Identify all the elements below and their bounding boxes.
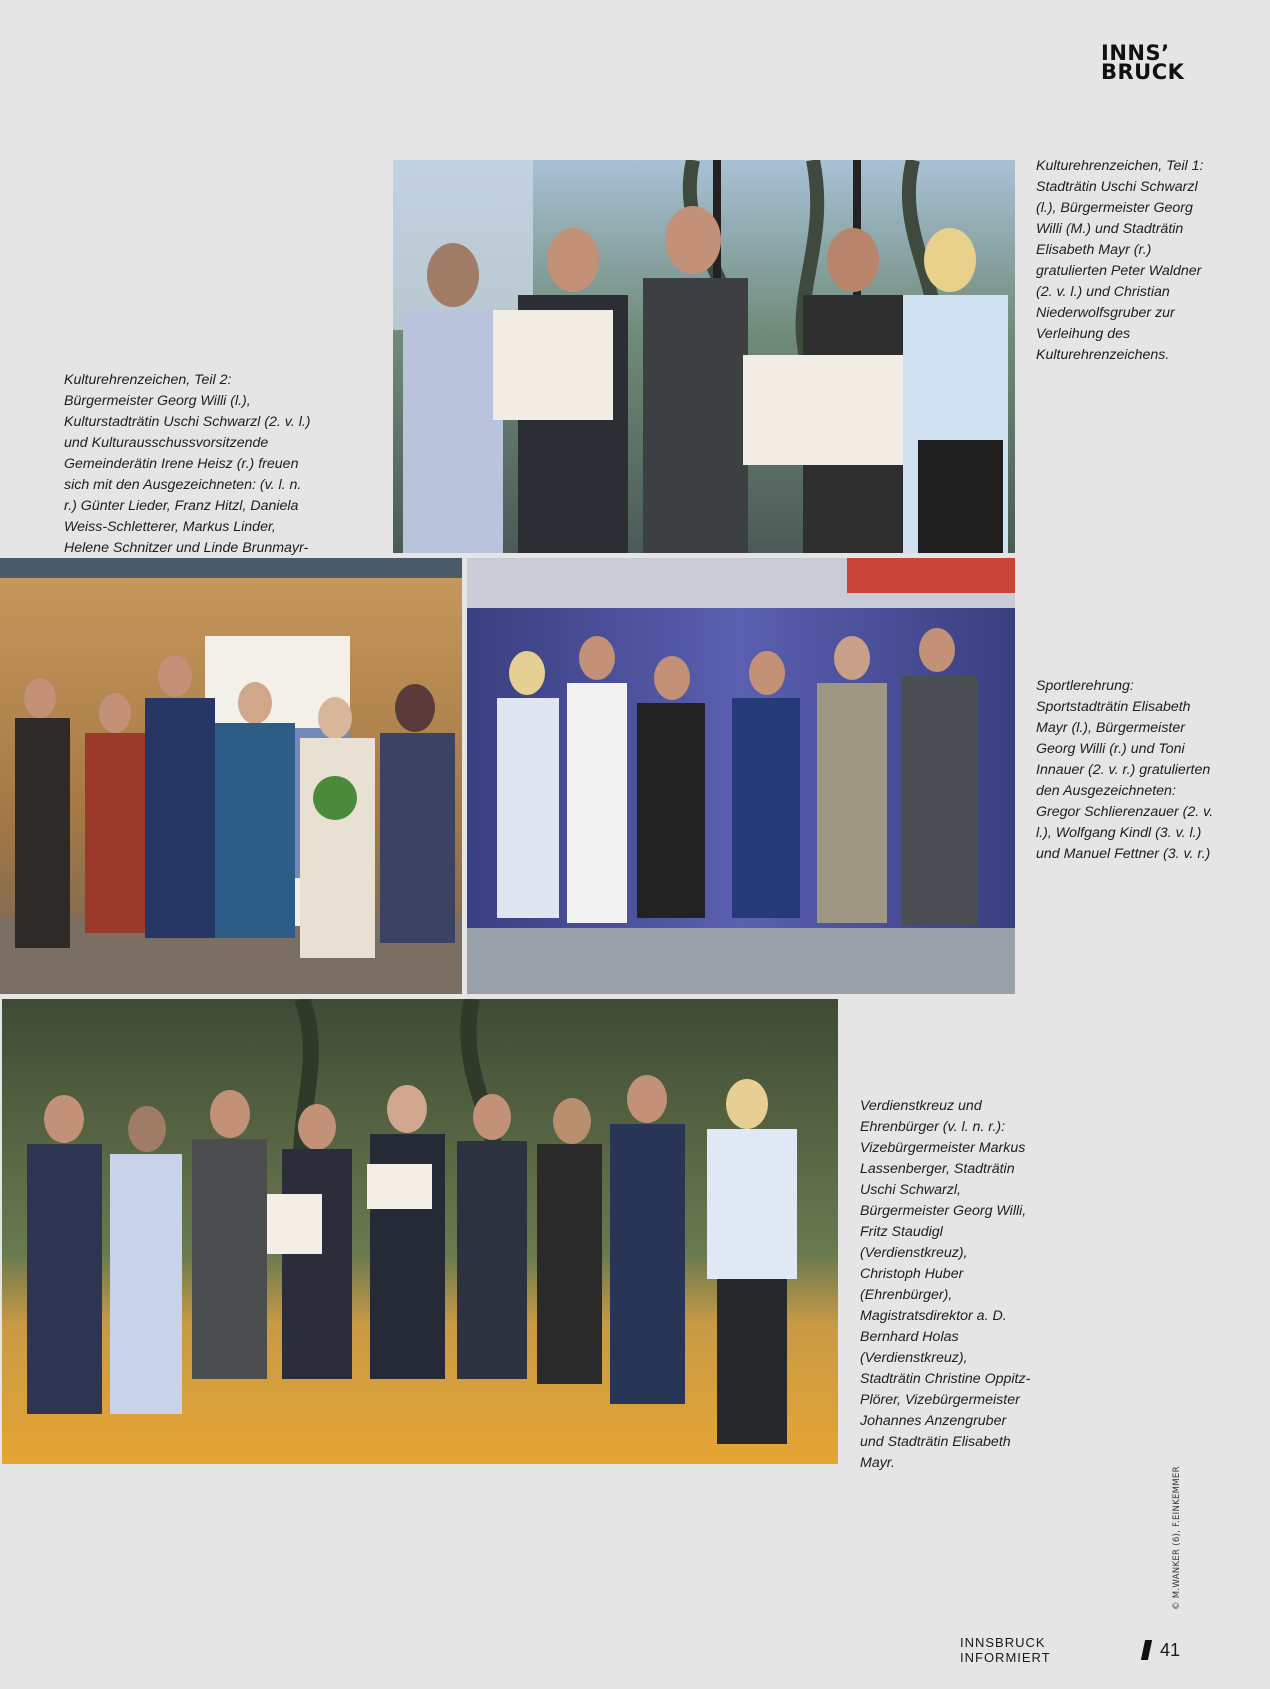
photo-kulturehrenzeichen-teil1	[393, 160, 1015, 553]
publication-title: INNSBRUCK INFORMIERT	[960, 1635, 1051, 1665]
photo-sportlerehrung	[467, 558, 1015, 994]
footer-slash-divider	[1141, 1640, 1152, 1660]
photo-verdienstkreuz-ehrenbuerger	[2, 999, 838, 1464]
caption-verdienstkreuz-ehrenbuerger: Verdienstkreuz und Ehrenbürger (v. l. n. r.): Vizebürgermeister Markus Lassenberger, Stadträtin Uschi Schwarzl, Bürgermeister Georg Willi, Fritz Staudigl (Verdienstkreuz), Christoph Huber (Ehrenbürger), Magistratsdirektor a. D. Bernhard Holas (Verdienstkreuz), Stadträtin Christine Oppitz-Plörer, Vizebürgermeister Johannes Anzengruber und Stadträtin Elisabeth Mayr.	[860, 1098, 1031, 1471]
logo-line-1: INNS’	[1101, 41, 1170, 65]
photo-kulturehrenzeichen-teil2	[0, 558, 462, 994]
caption-sportlerehrung: Sportlerehrung: Sportstadträtin Elisabeth Mayr (l.), Bürgermeister Georg Willi (r.) und Toni Innauer (2. v. r.) gratulierten den Ausgezeichneten: Gregor Schlierenzauer (2. v. l.), Wolfgang Kindl (3. v. l.) und Manuel Fettner (3. v. r.)	[1036, 678, 1214, 862]
caption-kulturehrenzeichen-teil1: Kulturehrenzeichen, Teil 1: Stadträtin Uschi Schwarzl (l.), Bürgermeister Georg Willi (M.) und Stadträtin Elisabeth Mayr (r.) gratulierten Peter Waldner (2. v. l.) und Christian Niederwolfsgruber zur Verleihung des Kulturehrenzeichens.	[1036, 158, 1204, 363]
logo-line-2: BRUCK	[1101, 60, 1185, 84]
photo-kultur2-image	[0, 558, 462, 994]
innsbruck-logo	[1101, 41, 1221, 84]
photo-credit: © M.WANKER (6), F.EINKEMMER	[1172, 1466, 1182, 1610]
photo-kultur1-image	[393, 160, 1015, 553]
photo-sport-image	[467, 558, 1015, 994]
page-number: 41	[1159, 1639, 1180, 1660]
page-footer	[960, 1635, 1180, 1665]
photo-verdienst-image	[2, 999, 838, 1464]
caption-kulturehrenzeichen-teil2: Kulturehrenzeichen, Teil 2: Bürgermeister Georg Willi (l.), Kulturstadträtin Uschi Schwarzl (2. v. l.) und Kulturausschussvorsitzende Gemeinderätin Irene Heisz (r.) freuen sich mit den Ausgezeichneten: (v. l. n. r.) Günter Lieder, Franz Hitzl, Daniela Weiss-Schletterer, Markus Linder, Helene Schnitzer und Linde Brunmayr-	[64, 372, 311, 556]
